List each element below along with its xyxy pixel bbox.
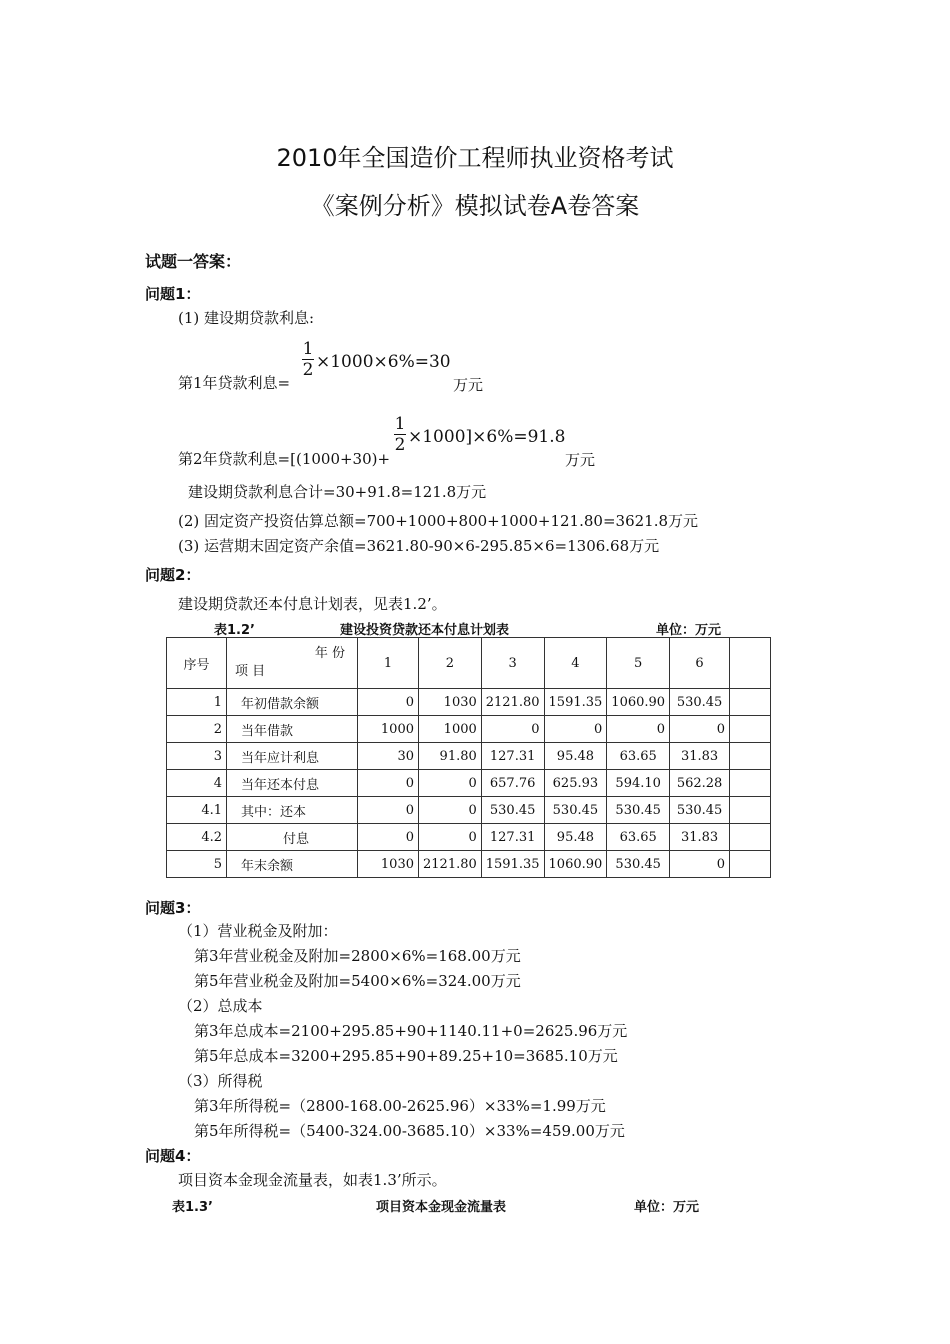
q1-item3: (3) 运营期末固定资产余值=3621.80-90×6-295.85×6=1306.68万元 bbox=[178, 537, 660, 555]
q1-y2-unit: 万元 bbox=[565, 451, 596, 469]
cell: 530.45 bbox=[670, 797, 730, 824]
cell: 0 bbox=[358, 689, 419, 716]
row-seq: 4.2 bbox=[167, 824, 227, 851]
cell: 1591.35 bbox=[544, 689, 607, 716]
cell: 95.48 bbox=[544, 824, 607, 851]
row-seq: 1 bbox=[167, 689, 227, 716]
row-seq: 4 bbox=[167, 770, 227, 797]
table-row bbox=[167, 689, 771, 716]
cell: 0 bbox=[481, 716, 544, 743]
header-year-blank bbox=[730, 638, 771, 689]
q1-heading: 问题1： bbox=[145, 285, 201, 303]
cell: 562.28 bbox=[670, 770, 730, 797]
cell bbox=[730, 743, 771, 770]
q3-s2: （2）总成本 bbox=[178, 997, 263, 1015]
cell: 2121.80 bbox=[481, 689, 544, 716]
section-heading: 试题一答案： bbox=[145, 252, 242, 271]
table-row bbox=[167, 797, 771, 824]
cell: 0 bbox=[607, 716, 670, 743]
cell: 530.45 bbox=[481, 797, 544, 824]
q1-sum: 建设期贷款利息合计=30+91.8=121.8万元 bbox=[188, 483, 487, 501]
header-seq: 序号 bbox=[167, 638, 227, 689]
cell: 0 bbox=[358, 797, 419, 824]
q4-heading: 问题4： bbox=[145, 1147, 201, 1165]
row-item: 当年借款 bbox=[227, 716, 358, 743]
table-1-3-unit: 单位：万元 bbox=[634, 1200, 700, 1215]
header-year-2: 2 bbox=[419, 638, 482, 689]
q1-y1-frac-den: 2 bbox=[302, 360, 314, 380]
q1-y2-label: 第2年贷款利息=[(1000+30)+ bbox=[178, 450, 391, 468]
doc-title-line1: 2010年全国造价工程师执业资格考试 bbox=[276, 144, 674, 172]
table-row bbox=[167, 824, 771, 851]
row-seq: 4.1 bbox=[167, 797, 227, 824]
cell: 0 bbox=[358, 824, 419, 851]
q1-item1: (1) 建设期贷款利息: bbox=[178, 309, 315, 327]
cell: 31.83 bbox=[670, 743, 730, 770]
row-item: 其中：还本 bbox=[227, 797, 358, 824]
cell: 63.65 bbox=[607, 824, 670, 851]
q2-heading: 问题2： bbox=[145, 566, 201, 584]
q1-y2-frac-den: 2 bbox=[394, 435, 406, 455]
q3-s3: （3）所得税 bbox=[178, 1072, 263, 1090]
cell: 2121.80 bbox=[419, 851, 482, 878]
row-seq: 2 bbox=[167, 716, 227, 743]
cell: 91.80 bbox=[419, 743, 482, 770]
cell: 530.45 bbox=[544, 797, 607, 824]
table-1-2-unit: 单位：万元 bbox=[656, 623, 722, 638]
q1-y2-frac-num: 1 bbox=[394, 414, 406, 434]
header-year-6: 6 bbox=[670, 638, 730, 689]
cell: 127.31 bbox=[481, 824, 544, 851]
q1-y1-label: 第1年贷款利息= bbox=[178, 374, 291, 392]
cell: 0 bbox=[670, 716, 730, 743]
q3-heading: 问题3： bbox=[145, 899, 201, 917]
cell bbox=[730, 689, 771, 716]
row-item: 当年还本付息 bbox=[227, 770, 358, 797]
header-year-4: 4 bbox=[544, 638, 607, 689]
q1-y1-fraction bbox=[302, 340, 314, 379]
q3-s1b: 第5年营业税金及附加=5400×6%=324.00万元 bbox=[194, 972, 521, 990]
cell: 30 bbox=[358, 743, 419, 770]
row-item: 年末余额 bbox=[227, 851, 358, 878]
table-1-3-title: 项目资本金现金流量表 bbox=[376, 1200, 507, 1215]
table-row bbox=[167, 716, 771, 743]
cell: 1060.90 bbox=[544, 851, 607, 878]
cell: 0 bbox=[419, 824, 482, 851]
row-item: 付息 bbox=[227, 824, 358, 851]
table-row bbox=[167, 770, 771, 797]
q1-y2-fraction bbox=[394, 415, 406, 454]
cell: 95.48 bbox=[544, 743, 607, 770]
cell: 594.10 bbox=[607, 770, 670, 797]
header-year-1: 1 bbox=[358, 638, 419, 689]
cell bbox=[730, 824, 771, 851]
cell: 31.83 bbox=[670, 824, 730, 851]
q3-s1a: 第3年营业税金及附加=2800×6%=168.00万元 bbox=[194, 947, 521, 965]
row-seq: 5 bbox=[167, 851, 227, 878]
header-year-3: 3 bbox=[481, 638, 544, 689]
cell: 63.65 bbox=[607, 743, 670, 770]
loan-repayment-table bbox=[166, 637, 771, 878]
row-item: 当年应计利息 bbox=[227, 743, 358, 770]
doc-title-line2: 《案例分析》模拟试卷A卷答案 bbox=[310, 192, 640, 220]
cell: 657.76 bbox=[481, 770, 544, 797]
row-item: 年初借款余额 bbox=[227, 689, 358, 716]
q1-item2: (2) 固定资产投资估算总额=700+1000+800+1000+121.80=3621.8万元 bbox=[178, 512, 699, 530]
header-year-item bbox=[227, 638, 358, 689]
q1-y1-expr: ×1000×6%=30 bbox=[316, 352, 451, 372]
cell: 530.45 bbox=[670, 689, 730, 716]
cell: 127.31 bbox=[481, 743, 544, 770]
q2-intro: 建设期贷款还本付息计划表，见表1.2’。 bbox=[178, 595, 447, 613]
cell: 0 bbox=[670, 851, 730, 878]
q1-y1-unit: 万元 bbox=[453, 376, 484, 394]
cell: 1060.90 bbox=[607, 689, 670, 716]
table-1-3-number: 表1.3’ bbox=[172, 1200, 213, 1215]
q3-s3a: 第3年所得税=（2800-168.00-2625.96）×33%=1.99万元 bbox=[194, 1097, 606, 1115]
cell: 0 bbox=[544, 716, 607, 743]
table-row bbox=[167, 851, 771, 878]
q3-s1: （1）营业税金及附加： bbox=[178, 922, 338, 940]
header-item: 项 目 bbox=[235, 664, 266, 679]
cell: 1030 bbox=[419, 689, 482, 716]
cell: 1591.35 bbox=[481, 851, 544, 878]
header-year: 年 份 bbox=[314, 646, 345, 661]
cell: 530.45 bbox=[607, 851, 670, 878]
q1-y1-frac-num: 1 bbox=[302, 339, 314, 359]
cell: 1000 bbox=[419, 716, 482, 743]
header-year-5: 5 bbox=[607, 638, 670, 689]
q3-s2b: 第5年总成本=3200+295.85+90+89.25+10=3685.10万元 bbox=[194, 1047, 618, 1065]
cell: 0 bbox=[358, 770, 419, 797]
table-1-2-number: 表1.2’ bbox=[214, 623, 255, 638]
table-row bbox=[167, 743, 771, 770]
cell: 1000 bbox=[358, 716, 419, 743]
q4-intro: 项目资本金现金流量表，如表1.3’所示。 bbox=[178, 1171, 447, 1189]
cell bbox=[730, 797, 771, 824]
table-header-row bbox=[167, 638, 771, 689]
cell: 0 bbox=[419, 770, 482, 797]
cell: 0 bbox=[419, 797, 482, 824]
row-seq: 3 bbox=[167, 743, 227, 770]
cell bbox=[730, 851, 771, 878]
table-1-2-title: 建设投资贷款还本付息计划表 bbox=[340, 623, 510, 638]
q3-s2a: 第3年总成本=2100+295.85+90+1140.11+0=2625.96万元 bbox=[194, 1022, 628, 1040]
q1-y2-expr: ×1000]×6%=91.8 bbox=[408, 427, 566, 447]
cell bbox=[730, 716, 771, 743]
cell bbox=[730, 770, 771, 797]
cell: 530.45 bbox=[607, 797, 670, 824]
q3-s3b: 第5年所得税=（5400-324.00-3685.10）×33%=459.00万元 bbox=[194, 1122, 625, 1140]
cell: 625.93 bbox=[544, 770, 607, 797]
cell: 1030 bbox=[358, 851, 419, 878]
